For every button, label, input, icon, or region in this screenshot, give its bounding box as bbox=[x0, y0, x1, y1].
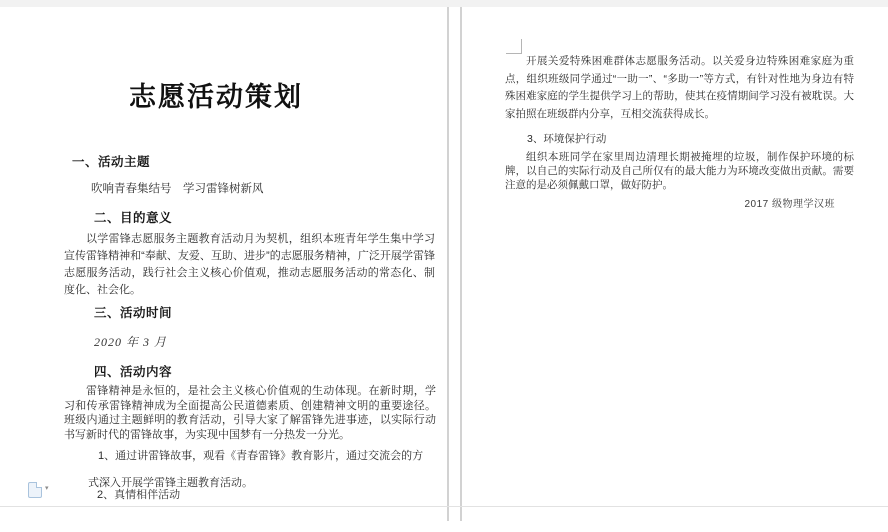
document-options-icon bbox=[28, 482, 42, 498]
section-heading-purpose: 二、目的意义 bbox=[94, 211, 173, 225]
purpose-paragraph: 以学雷锋志愿服务主题教育活动月为契机，组织本班青年学生集中学习宣传雷锋精神和“奉献、友爱、互助、进步”的志愿服务精神，广泛开展学雷锋志愿服务活动，践行社会主义核心价值观，推动志愿服务活动的常态化、制度化、社会化。 bbox=[64, 233, 435, 296]
document-page-2[interactable] bbox=[462, 7, 888, 506]
margin-crop-mark-icon bbox=[506, 39, 522, 54]
content-list-item-3: 3、环境保护行动 bbox=[527, 133, 607, 145]
content-list-item-2: 2、真情相伴活动 bbox=[97, 489, 181, 501]
section-heading-content: 四、活动内容 bbox=[94, 365, 173, 379]
environment-paragraph: 组织本班同学在家里周边清理长期被掩埋的垃圾，制作保护环境的标牌，以自己的实际行动及自己所仅有的最大能力为环境改变做出贡献。需要注意的是必须佩戴口罩，做好防护。 bbox=[505, 151, 854, 191]
care-activity-paragraph: 开展关爱特殊困难群体志愿服务活动。以关爱身边特殊困难家庭为重点，组织班级同学通过“一助一”、“多助一”等方式，有针对性地为身边有特殊困难家庭的学生提供学习上的帮助，使其在疫情期间学习没有被耽误。大家拍照在班级群内分享，互相交流获得成长。 bbox=[505, 55, 854, 120]
document-page-1[interactable] bbox=[0, 7, 447, 506]
content-list-item-1: 1、通过讲雷锋故事，观看《青春雷锋》教育影片，通过交流会的方式深入开展学雷锋主题教育活动。 bbox=[88, 450, 424, 489]
page-gap-divider bbox=[447, 7, 462, 521]
document-options-button[interactable] bbox=[28, 482, 52, 499]
chevron-down-icon: ▾ bbox=[45, 485, 49, 492]
page-title: 志愿活动策划 bbox=[129, 82, 303, 112]
content-paragraph: 雷锋精神是永恒的，是社会主义核心价值观的生动体现。在新时期，学习和传承雷锋精神成为全面提高公民道德素质、创建精神文明的重要途径。班级内通过主题鲜明的教育活动，引导大家了解雷锋先进事迹，以实际行动书写新时代的雷锋故事，为实现中国梦有一分热发一分光。 bbox=[64, 385, 436, 441]
class-signature: 2017 级物理学汉班 bbox=[744, 199, 835, 210]
section-heading-activity-theme: 一、活动主题 bbox=[72, 155, 151, 169]
activity-slogan-text: 吹响青春集结号 学习雷锋树新风 bbox=[91, 183, 264, 195]
section-heading-time: 三、活动时间 bbox=[94, 306, 173, 320]
page-bottom-edge bbox=[0, 506, 888, 507]
app-background-top-band bbox=[0, 0, 888, 7]
activity-time-value: 2020 年 3 月 bbox=[94, 335, 168, 349]
